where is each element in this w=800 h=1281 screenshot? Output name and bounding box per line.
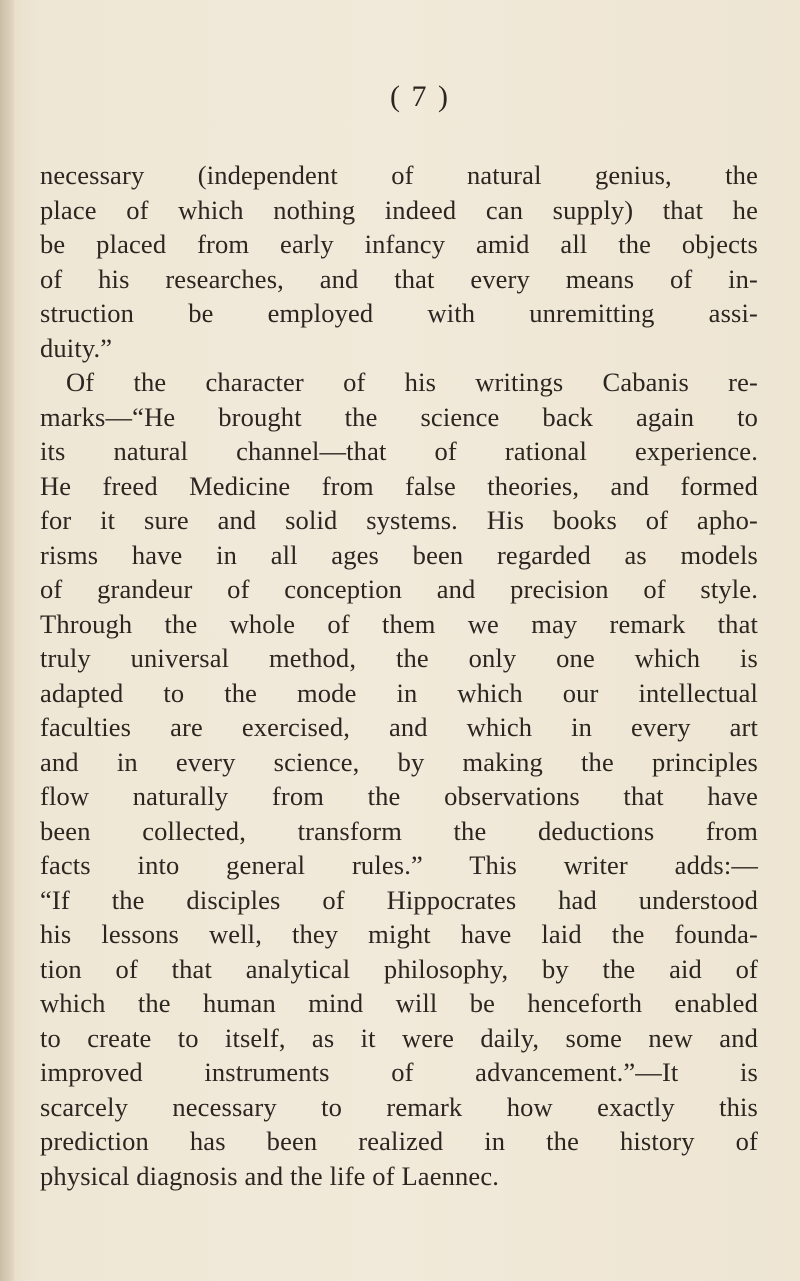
text-line: been collected, transform the deductions from — [40, 815, 758, 846]
text-line: tion of that analytical philosophy, by the aid of — [40, 953, 758, 984]
text-line: necessary (independent of natural genius, the — [40, 160, 758, 190]
text-line: for it sure and solid systems. His books of apho- — [40, 505, 758, 535]
text-line: truly universal method, the only one which is — [40, 643, 758, 673]
text-line: of grandeur of conception and precision of style. — [40, 574, 758, 604]
text-line: struction be employed with unremitting assi- — [40, 298, 758, 328]
text-line: of his researches, and that every means of in- — [40, 263, 758, 294]
text-line: prediction has been realized in the history of — [40, 1126, 758, 1156]
body-text — [40, 158, 758, 1193]
text-line: scarcely necessary to remark how exactly this — [40, 1091, 758, 1122]
text-line: its natural channel—that of rational experience. — [40, 436, 758, 466]
page-number: ( 7 ) — [390, 80, 450, 113]
text-line: faculties are exercised, and which in every art — [40, 712, 758, 742]
text-line: Through the whole of them we may remark that — [40, 608, 758, 639]
text-line: improved instruments of advancement.”—It is — [40, 1057, 758, 1087]
text-line: his lessons well, they might have laid the founda- — [40, 919, 758, 949]
text-line: He freed Medicine from false theories, and formed — [40, 470, 758, 501]
text-line: physical diagnosis and the life of Laennec. — [40, 1160, 500, 1191]
text-line: which the human mind will be henceforth enabled — [40, 988, 758, 1018]
text-line: adapted to the mode in which our intellectual — [40, 677, 758, 708]
text-line: place of which nothing indeed can supply) that he — [40, 194, 758, 225]
text-line: marks—“He brought the science back again to — [40, 401, 758, 432]
text-line: be placed from early infancy amid all the objects — [40, 229, 758, 259]
text-line: “If the disciples of Hippocrates had understood — [40, 884, 758, 915]
text-line: Of the character of his writings Cabanis re- — [66, 367, 758, 397]
text-line: and in every science, by making the principles — [40, 746, 758, 777]
text-line: to create to itself, as it were daily, some new and — [40, 1022, 758, 1053]
text-line: facts into general rules.” This writer adds:— — [40, 850, 758, 880]
text-line: flow naturally from the observations that have — [40, 781, 758, 811]
text-line: duity.” — [40, 332, 113, 363]
gutter-shadow — [0, 0, 14, 1281]
text-line: risms have in all ages been regarded as models — [40, 539, 758, 570]
